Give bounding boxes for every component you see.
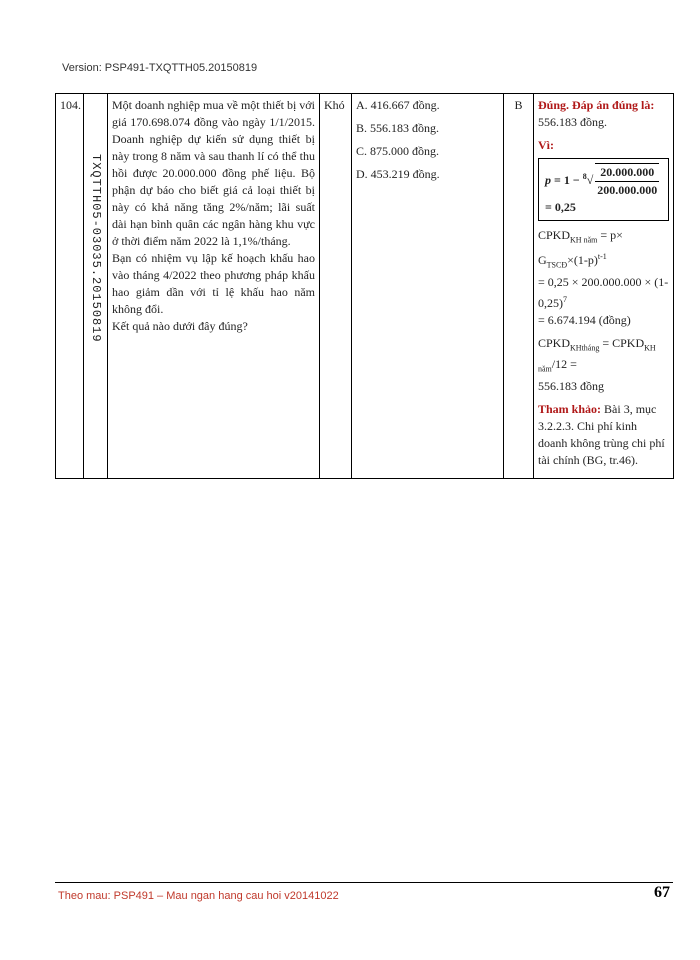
formula-numerator: 20.000.000 <box>595 164 659 182</box>
calc-line-2: $CPKD_{KHtháng}$ = $CPKD_{KH năm}/12$ = 556.183 đồng <box>538 335 656 393</box>
because-label: Vì: <box>538 138 554 152</box>
table-row <box>56 94 674 479</box>
options-cell <box>352 94 504 479</box>
calc-line-1: $CPKD_{KH năm} = p\times G_{TSCĐ}\times(1-p)^{t-1}$ = $0,25 \times 200.000.000 \times (1-0,25)^7$ = 6.674.194 (đồng) <box>538 228 669 327</box>
formula-eq: = 1 − <box>554 172 580 187</box>
answer-key: B <box>504 94 534 479</box>
question-paragraph: Bạn có nhiệm vụ lập kế hoạch khấu hao vào tháng 4/2022 theo phương pháp khấu hao giảm dần với tỉ lệ khấu hao năm không đổi. <box>112 251 315 316</box>
correct-answer <box>538 97 669 131</box>
formula-denominator: 200.000.000 <box>597 183 658 197</box>
correct-label: Đúng. Đáp án đúng là: <box>538 98 655 112</box>
question-table <box>55 93 674 479</box>
difficulty: Khó <box>320 94 352 479</box>
reference-text: Bài 3, mục 3.2.2.3. Chi phí kinh doanh không trùng chi phí tài chính (BG, tr.46). <box>538 401 665 467</box>
formula-fraction <box>595 164 659 199</box>
question-number: 104. <box>56 94 84 479</box>
option-b: B. 556.183 đồng. <box>356 121 440 135</box>
formula-result: = 0,25 <box>545 200 576 214</box>
page-number: 67 <box>654 884 670 901</box>
question-code-cell <box>84 94 108 479</box>
formula-box: p = 1 − $^8$√ $\frac{20.000.000}{200.000.000}$ = 0,25 <box>538 158 669 221</box>
footer-template: Theo mau: PSP491 – Mau ngan hang cau hoi v20141022 <box>58 890 339 902</box>
option-d: D. 453.219 đồng. <box>356 167 440 181</box>
correct-value: 556.183 đồng. <box>538 115 607 129</box>
option-a: A. 416.667 đồng. <box>356 98 440 112</box>
reference-label: Tham khảo: <box>538 401 602 416</box>
question-text <box>108 94 320 479</box>
question-code: TXQTTH05-03035.20150819 <box>89 154 103 343</box>
option-c: C. 875.000 đồng. <box>356 144 440 158</box>
reference <box>538 401 669 469</box>
explanation-cell <box>534 94 674 479</box>
version-label: Version: PSP491-TXQTTH05.20150819 <box>62 62 258 74</box>
question-paragraph: Kết quả nào dưới đây đúng? <box>112 319 248 333</box>
formula-p: p <box>545 172 551 187</box>
question-paragraph: Một doanh nghiệp mua về một thiết bị với giá 170.698.074 đồng vào ngày 1/1/2015. Doanh nghiệp dự kiến sử dụng thiết bị này trong 8 năm và sau thanh lí có thể thu hồi được 20.000.000 đồng phế liệu. Bộ phận dự báo cho biết giá cả loại thiết bị này có khả năng tăng 2%/năm; lãi suất dài hạn bình quân các ngân hàng khu vực ở thời điểm năm 2022 là 1,1%/tháng. <box>112 98 315 248</box>
footer-divider <box>55 882 673 883</box>
formula-root-index: 8 <box>582 171 587 181</box>
